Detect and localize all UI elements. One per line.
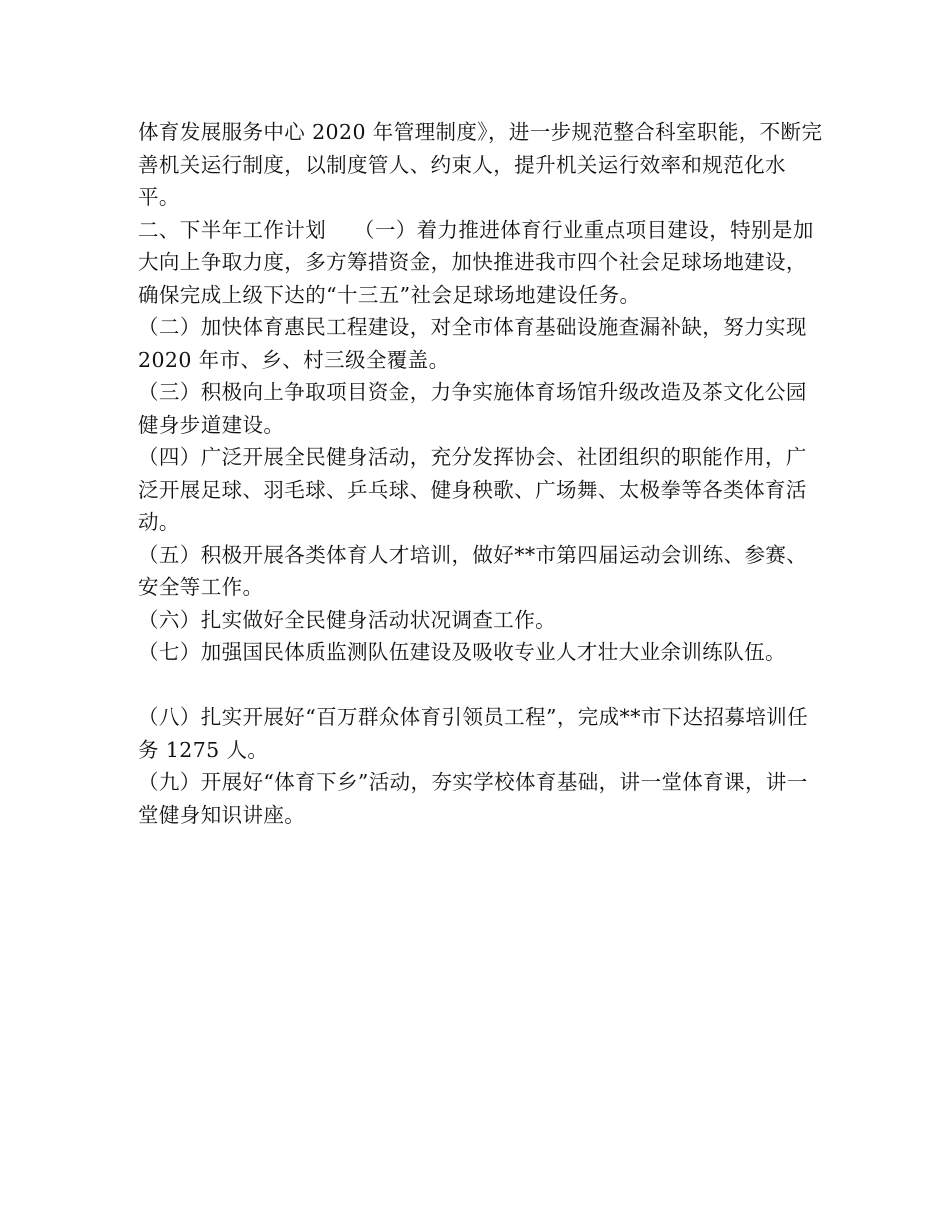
blank-line [138,669,826,702]
paragraph-item-5: （五）积极开展各类体育人才培训，做好**市第四届运动会训练、参赛、安全等工作。 [138,542,808,599]
paragraph-second-half-plan: 二、下半年工作计划 （一）着力推进体育行业重点项目建设，特别是加大向上争取力度，多方筹措资金，加快推进我市四个社会足球场地建设，确保完成上级下达的“十三五”社会足球场地建设任务。 [138,217,814,307]
paragraph-item-2: （二）加快体育惠民工程建设，对全市体育基础设施查漏补缺，努力实现 2020 年市、乡、村三级全覆盖。 [138,315,807,372]
paragraph-item-3: （三）积极向上争取项目资金，力争实施体育场馆升级改造及茶文化公园健身步道建设。 [138,380,807,437]
paragraph-item-9: （九）开展好“体育下乡”活动，夯实学校体育基础，讲一堂体育课，讲一堂健身知识讲座。 [138,770,808,827]
paragraph-item-4: （四）广泛开展全民健身活动，充分发挥协会、社团组织的职能作用，广泛开展足球、羽毛球、乒乓球、健身秧歌、广场舞、太极拳等各类体育活动。 [138,445,807,534]
document-body [138,116,826,831]
paragraph-item-7: （七）加强国民体质监测队伍建设及吸收专业人才壮大业余训练队伍。 [138,640,786,664]
paragraph-item-8: （八）扎实开展好“百万群众体育引领员工程”，完成**市下达招募培训任务 1275 人。 [138,705,809,762]
paragraph-management-system: 体育发展服务中心 2020 年管理制度》，进一步规范整合科室职能，不断完善机关运行制度，以制度管人、约束人，提升机关运行效率和规范化水平。 [138,120,823,209]
paragraph-item-6: （六）扎实做好全民健身活动状况调查工作。 [138,607,556,632]
